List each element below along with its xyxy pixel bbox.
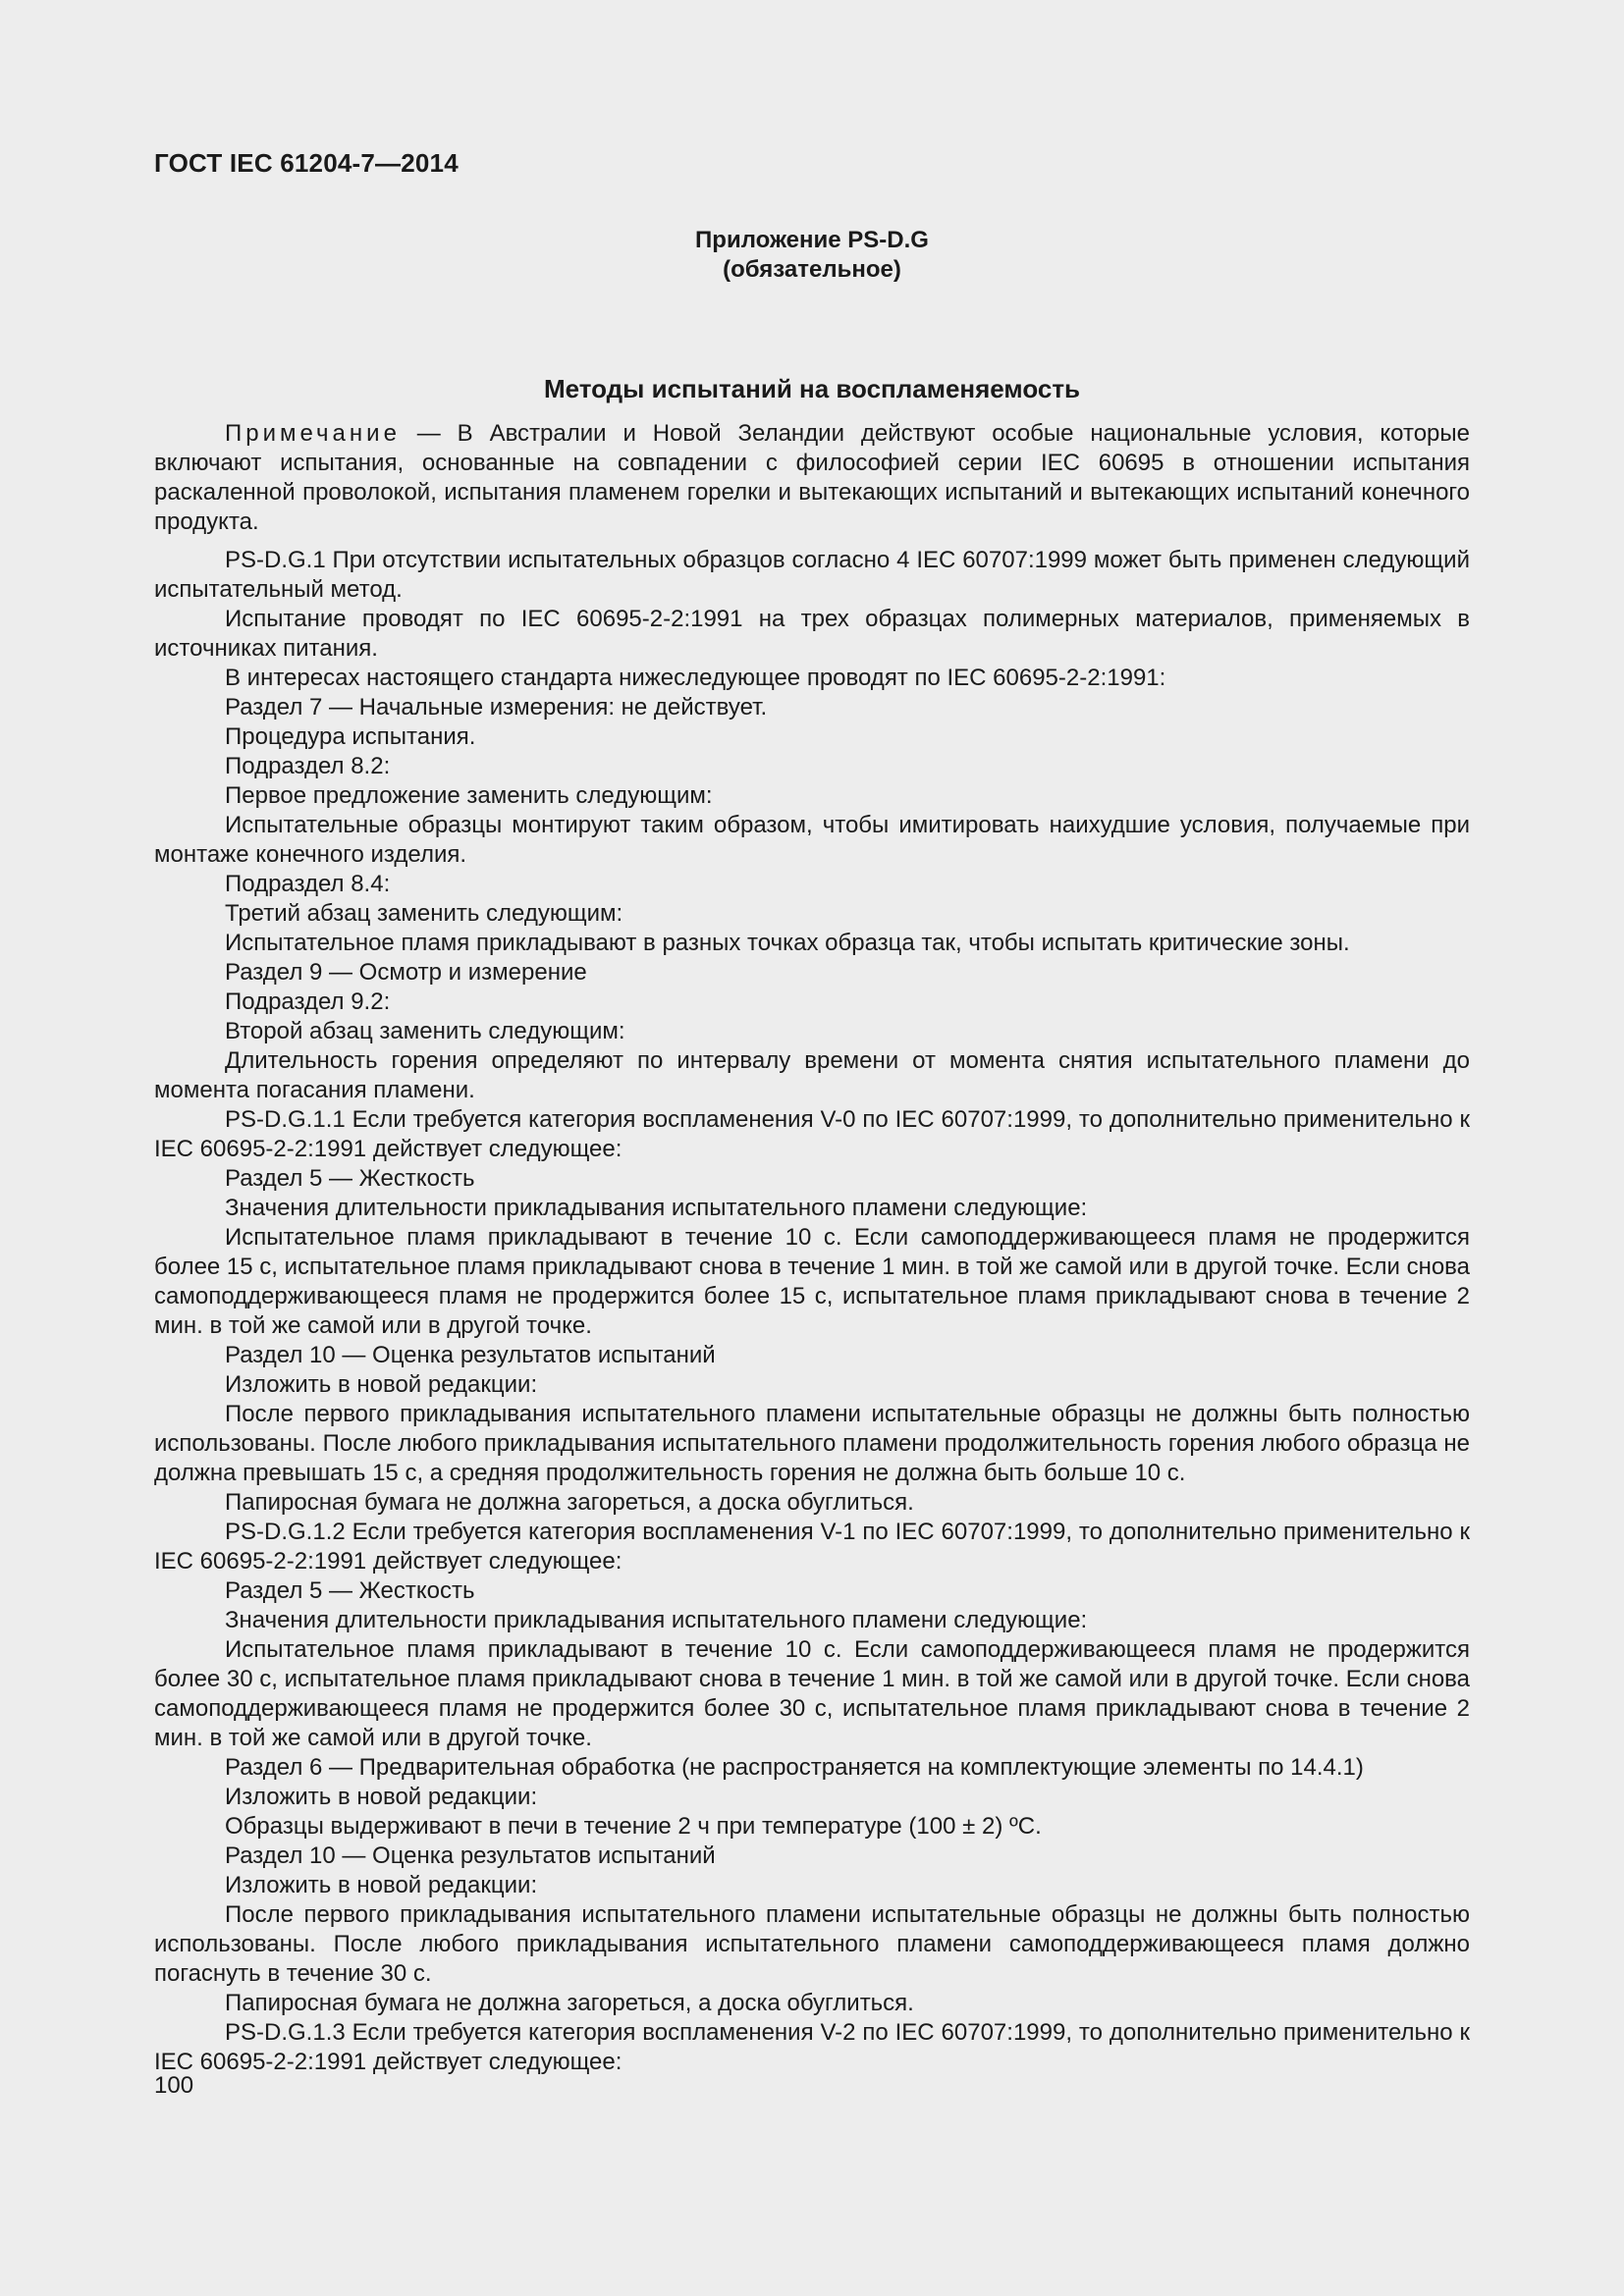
- body-paragraph: Раздел 10 — Оценка результатов испытаний: [225, 1842, 716, 1869]
- appendix-status: (обязательное): [723, 256, 901, 283]
- body-paragraph: Раздел 9 — Осмотр и измерение: [225, 959, 587, 986]
- document-header: ГОСТ IEC 61204-7—2014: [154, 148, 459, 178]
- body-paragraph: Процедура испытания.: [225, 723, 476, 750]
- body-paragraph: В интересах настоящего стандарта нижеследующее проводят по IEC 60695-2-2:1991:: [225, 665, 1166, 691]
- body-paragraph: Испытательное пламя прикладывают в течение 10 с. Если самоподдерживающееся пламя не продержится более 15 с, испытательное пламя прикладывают снова в течение 1 мин. в той же самой или в другой точке. Если снова самоподдерживающееся пламя не продержится более 15 с, испытательное пламя прикладывают снова в течение 2 мин. в той же самой или в другой точке.: [154, 1224, 1470, 1339]
- body-paragraph: Испытательные образцы монтируют таким образом, чтобы имитировать наихудшие условия, получаемые при монтаже конечного изделия.: [154, 812, 1470, 868]
- body-paragraph: Испытательное пламя прикладывают в течение 10 с. Если самоподдерживающееся пламя не продержится более 30 с, испытательное пламя прикладывают снова в течение 1 мин. в той же самой или в другой точке. Если снова самоподдерживающееся пламя не продержится более 30 с, испытательное пламя прикладывают снова в течение 2 мин. в той же самой или в другой точке.: [154, 1636, 1470, 1751]
- body-paragraph: PS-D.G.1.1 Если требуется категория воспламенения V-0 по IEC 60707:1999, то дополнительно применительно к IEC 60695-2-2:1991 действует следующее:: [154, 1106, 1470, 1162]
- body-paragraph: Изложить в новой редакции:: [225, 1371, 538, 1398]
- body-paragraph: Подраздел 8.2:: [225, 753, 391, 779]
- note-paragraph: [154, 419, 1470, 537]
- note-text: — В Австралии и Новой Зеландии действуют особые национальные условия, которые включают испытания, основанные на совпадении с философией серии IEC 60695 в отношении испытания раскаленной проволокой, испытания пламенем горелки и вытекающих испытаний и вытекающих испытаний конечного продукта.: [154, 420, 1470, 535]
- body-paragraph: Длительность горения определяют по интервалу времени от момента снятия испытательного пламени до момента погасания пламени.: [154, 1047, 1470, 1103]
- note-label: Примечание: [225, 420, 401, 447]
- document-body: [154, 419, 1470, 2077]
- section-title: Методы испытаний на воспламеняемость: [543, 374, 1081, 403]
- body-paragraph: PS-D.G.1.2 Если требуется категория воспламенения V-1 по IEC 60707:1999, то дополнительно применительно к IEC 60695-2-2:1991 действует следующее:: [154, 1519, 1470, 1575]
- body-paragraph: Раздел 6 — Предварительная обработка (не распространяется на комплектующие элементы по 14.4.1): [225, 1754, 1364, 1781]
- body-paragraph: Раздел 5 — Жесткость: [225, 1165, 475, 1192]
- page-number: 100: [154, 2072, 194, 2099]
- body-paragraph: PS-D.G.1 При отсутствии испытательных образцов согласно 4 IEC 60707:1999 может быть применен следующий испытательный метод.: [154, 547, 1470, 603]
- body-paragraph: Второй абзац заменить следующим:: [225, 1018, 625, 1044]
- body-paragraph: Изложить в новой редакции:: [225, 1872, 538, 1898]
- body-paragraph: Значения длительности прикладывания испытательного пламени следующие:: [225, 1195, 1088, 1221]
- appendix-heading: [0, 226, 1624, 285]
- body-paragraph: Подраздел 8.4:: [225, 871, 391, 897]
- body-paragraph: Образцы выдерживают в печи в течение 2 ч при температуре (100 ± 2) ºС.: [225, 1813, 1042, 1840]
- body-paragraph: Раздел 7 — Начальные измерения: не действует.: [225, 694, 768, 721]
- body-paragraph: Папиросная бумага не должна загореться, а доска обуглиться.: [225, 1990, 914, 2016]
- body-paragraph: Третий абзац заменить следующим:: [225, 900, 623, 927]
- body-paragraph: PS-D.G.1.3 Если требуется категория воспламенения V-2 по IEC 60707:1999, то дополнительно применительно к IEC 60695-2-2:1991 действует следующее:: [154, 2019, 1470, 2075]
- body-paragraph: Значения длительности прикладывания испытательного пламени следующие:: [225, 1607, 1088, 1633]
- body-paragraph: Раздел 5 — Жесткость: [225, 1577, 475, 1604]
- body-paragraph: Испытательное пламя прикладывают в разных точках образца так, чтобы испытать критические зоны.: [225, 930, 1350, 956]
- body-paragraph: Первое предложение заменить следующим:: [225, 782, 713, 809]
- body-paragraph: Подраздел 9.2:: [225, 988, 391, 1015]
- body-paragraph: После первого прикладывания испытательного пламени испытательные образцы не должны быть полностью использованы. После любого прикладывания испытательного пламени продолжительность горения любого образца не должна превышать 15 с, а средняя продолжительность горения не должна быть больше 10 с.: [154, 1401, 1470, 1486]
- appendix-title: Приложение PS-D.G: [695, 227, 929, 253]
- body-paragraph: После первого прикладывания испытательного пламени испытательные образцы не должны быть полностью использованы. После любого прикладывания испытательного пламени самоподдерживающееся пламя должно погаснуть в течение 30 с.: [154, 1901, 1470, 1987]
- body-paragraph: Изложить в новой редакции:: [225, 1784, 538, 1810]
- body-paragraph: Испытание проводят по IEC 60695-2-2:1991 на трех образцах полимерных материалов, применяемых в источниках питания.: [154, 606, 1470, 662]
- body-paragraph: Папиросная бумага не должна загореться, а доска обуглиться.: [225, 1489, 914, 1516]
- body-paragraph: Раздел 10 — Оценка результатов испытаний: [225, 1342, 716, 1368]
